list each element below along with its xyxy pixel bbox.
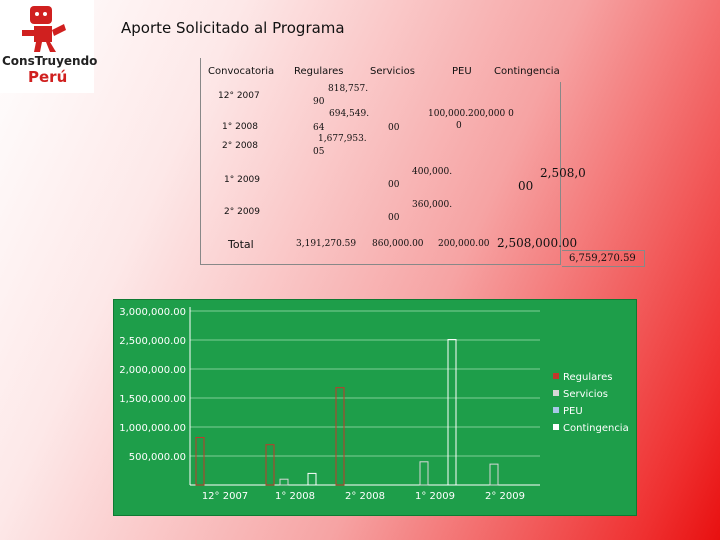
y-tick-label: 2,500,000.00 xyxy=(119,336,186,347)
x-tick-label: 2° 2008 xyxy=(345,491,385,502)
row-label-1: 12° 2007 xyxy=(218,91,260,101)
row-label-2: 1° 2008 xyxy=(222,122,258,132)
legend-label: PEU xyxy=(563,406,583,417)
x-tick-label: 1° 2009 xyxy=(415,491,455,502)
y-tick-label: 500,000.00 xyxy=(128,452,186,463)
logo-line2: Perú xyxy=(28,68,68,86)
x-tick-label: 12° 2007 xyxy=(201,491,249,502)
total-peu: 200,000.00 xyxy=(438,239,490,249)
logo-line1: ConsTruyendo xyxy=(2,54,98,68)
total-servicios: 860,000.00 xyxy=(372,239,424,249)
page-title: Aporte Solicitado al Programa xyxy=(121,19,345,37)
y-tick-label: 1,000,000.00 xyxy=(119,423,186,434)
bar xyxy=(490,464,498,485)
cell-reg-2b: 64 xyxy=(313,123,325,133)
total-grand: 6,759,270.59 xyxy=(569,253,636,264)
cell-reg-1b: 90 xyxy=(313,97,325,107)
cell-serv-4a: 400,000. xyxy=(412,167,453,177)
row-label-4: 1° 2009 xyxy=(224,175,260,185)
total-regulares: 3,191,270.59 xyxy=(296,239,357,249)
cell-reg-3a: 1,677,953. xyxy=(318,134,367,144)
cell-cont-2b: 0 xyxy=(456,121,462,131)
x-tick-label: 1° 2008 xyxy=(275,491,315,502)
bar xyxy=(196,438,204,485)
cell-reg-2a: 694,549. xyxy=(329,109,370,119)
cell-serv-4b: 00 xyxy=(388,180,400,190)
cell-peu-2: 100,000. xyxy=(428,109,469,119)
bar xyxy=(420,462,428,485)
total-contingencia: 2,508,000.00 xyxy=(497,236,578,250)
header-contingencia: Contingencia xyxy=(494,66,560,77)
legend-swatch xyxy=(553,373,559,379)
legend-swatch xyxy=(553,424,559,430)
cell-serv-2: 00 xyxy=(388,123,400,133)
header-convocatoria: Convocatoria xyxy=(208,66,275,77)
y-tick-label: 2,000,000.00 xyxy=(119,365,186,376)
legend-label: Servicios xyxy=(563,389,608,400)
cell-reg-1a: 818,757. xyxy=(328,84,369,94)
bar xyxy=(280,479,288,485)
cell-reg-3b: 05 xyxy=(313,147,325,157)
legend-swatch xyxy=(553,407,559,413)
cell-cont-4a: 2,508,0 xyxy=(540,166,586,180)
total-label: Total xyxy=(228,238,254,251)
y-tick-label: 1,500,000.00 xyxy=(119,394,186,405)
bar xyxy=(308,473,316,485)
bar xyxy=(336,388,344,485)
legend-swatch xyxy=(553,390,559,396)
bar xyxy=(266,445,274,485)
x-tick-label: 2° 2009 xyxy=(485,491,525,502)
cell-serv-5b: 00 xyxy=(388,213,400,223)
cell-cont-4b: 00 xyxy=(518,179,534,193)
legend-label: Contingencia xyxy=(563,423,629,434)
cell-serv-5a: 360,000. xyxy=(412,200,453,210)
header-servicios: Servicios xyxy=(370,66,415,77)
legend-label: Regulares xyxy=(563,372,613,383)
header-regulares: Regulares xyxy=(294,66,344,77)
header-peu: PEU xyxy=(452,66,472,77)
row-label-5: 2° 2009 xyxy=(224,207,260,217)
bar xyxy=(448,340,456,485)
cell-cont-2a: 200,000 0 xyxy=(468,109,514,119)
row-label-3: 2° 2008 xyxy=(222,141,258,151)
y-tick-label: 3,000,000.00 xyxy=(119,307,186,318)
